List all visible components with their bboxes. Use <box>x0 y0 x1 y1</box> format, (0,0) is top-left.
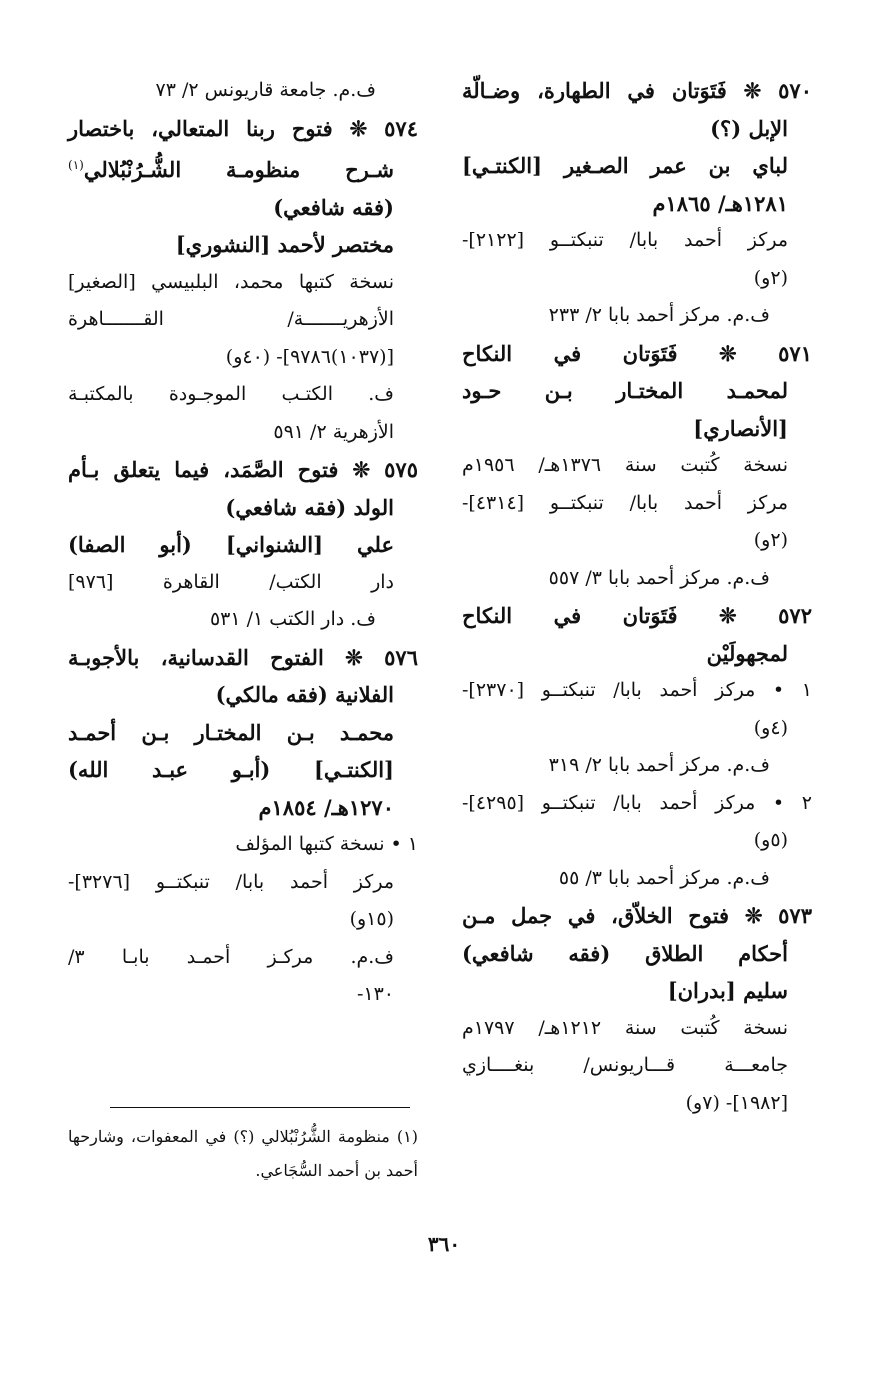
entry-heading-line <box>462 597 812 635</box>
entry-detail-line <box>462 860 812 898</box>
entry-detail-line <box>462 447 812 485</box>
line-text: ١ • مركز أحمد بابا/ تنبكتــو [٢٣٧٠]- <box>462 679 812 701</box>
line-text: شـرح منظومـة الشُّـرُنْبُلالي <box>83 157 394 182</box>
entry-heading-line <box>68 751 418 789</box>
line-text: ٥٧٢ ❊ فَتَوَتان في النكاح <box>462 603 812 628</box>
line-text: ٥٧١ ❊ فَتَوَتان في النكاح <box>462 340 812 366</box>
line-text: [الأنصاري] <box>693 415 788 441</box>
line-text: ٥٧٦ ❊ الفتوح القدسانية، بالأجوبـة <box>68 644 418 670</box>
line-text: ف.م. جامعة قاريونس ٢/ ٧٣ <box>155 79 376 101</box>
entry-detail-line <box>68 864 418 902</box>
line-text: (٥و) <box>753 829 788 851</box>
footnote-line: (١) منظومة الشُّرُنْبُلالي (؟) في المعفوات، وشارحها <box>68 1127 418 1146</box>
line-text: علي [الشنواني] (أبو الصفا) <box>68 532 394 557</box>
entry-detail-line <box>462 560 812 598</box>
line-text: [(١٠٣٧)٩٧٨٦]- (٤٠و) <box>225 345 394 368</box>
line-text: محمـد بـن المختـار بـن أحمـد <box>68 719 394 745</box>
entry-detail-line <box>462 297 812 335</box>
line-text: نسخة كتبها محمد، البلبيسي [الصغير] <box>68 270 394 293</box>
line-text: سليم [بدران] <box>667 978 788 1003</box>
entry-heading-line <box>462 972 812 1010</box>
entry-detail-line <box>462 1085 812 1123</box>
entry-heading-line <box>462 72 812 110</box>
entry-heading-line <box>68 189 418 227</box>
entry-heading-line <box>462 897 812 935</box>
entry-heading-line <box>68 226 418 264</box>
line-text: مختصر لأحمد [النشوري] <box>175 232 394 257</box>
entry-heading-line <box>68 714 418 752</box>
line-text: (٢و) <box>753 529 788 551</box>
right-column <box>462 72 812 1122</box>
entry-heading-line <box>68 451 418 489</box>
entry-heading-line <box>462 147 812 185</box>
entry-heading-line <box>68 147 418 189</box>
entry-heading-line <box>462 935 812 973</box>
line-text: الأزهريـــــــة/ القـــــــاهرة <box>68 308 394 330</box>
entry-detail-line <box>462 822 812 860</box>
footnote <box>68 1120 418 1188</box>
entry-detail-line <box>68 939 418 977</box>
entry-detail-line <box>68 601 418 639</box>
page-number: ٣٦٠ <box>427 1232 461 1256</box>
line-text: ف.م. مركز أحمد بابا ٣/ ٥٥٧ <box>548 566 770 589</box>
line-text: لمحمـد المختـار بـن حـود <box>462 378 788 403</box>
entry-detail-line <box>462 485 812 523</box>
line-text: ٢ • مركز أحمد بابا/ تنبكتــو [٤٢٩٥]- <box>462 791 812 814</box>
line-text: جامعـــة قـــاريونس/ بنغــــازي <box>462 1054 788 1076</box>
line-text: لباي بن عمر الصـغير [الكنتـي] <box>462 153 788 178</box>
entry-detail-line <box>68 976 418 1014</box>
entry-detail-line <box>462 747 812 785</box>
entry-heading-line <box>68 526 418 564</box>
entry-detail-line <box>68 414 418 452</box>
entry-heading-line <box>462 335 812 373</box>
line-text: الفلانية (فقه مالكي) <box>215 682 394 707</box>
line-text: ٥٧٥ ❊ فتوح الصَّمَد، فيما يتعلق بـأم <box>68 457 418 482</box>
line-text: ١٢٧٠هـ/ ١٨٥٤م <box>258 794 394 820</box>
entry-detail-line <box>68 301 418 339</box>
line-text: ٥٧٣ ❊ فتوح الخلاّق، في جمل مـن <box>462 903 812 928</box>
line-text: ١٢٨١هـ/ ١٨٦٥م <box>652 190 788 216</box>
entry-detail-line <box>462 222 812 260</box>
line-text: الأزهرية ٢/ ٥٩١ <box>273 420 394 443</box>
entry-detail-line <box>462 710 812 748</box>
footnote-separator <box>110 1107 410 1108</box>
line-text: (١٥و) <box>349 908 394 930</box>
line-text: ف. دار الكتب ١/ ٥٣١ <box>209 608 376 630</box>
line-text: ١٣٠- <box>356 983 394 1005</box>
entry-heading-line <box>68 789 418 827</box>
line-text: ف.م. مركز أحمد بابا ٢/ ٣١٩ <box>548 754 770 776</box>
entry-detail-line <box>462 1010 812 1048</box>
line-text: (٢و) <box>753 266 788 289</box>
entry-detail-line <box>462 672 812 710</box>
line-text: ١ • نسخة كتبها المؤلف <box>235 833 418 855</box>
line-text: الإبل (؟) <box>710 115 788 141</box>
entry-heading-line <box>462 372 812 410</box>
line-text: ف.م. مركز أحمد بابا ٣/ ٥٥ <box>558 866 770 889</box>
entry-detail-line <box>68 72 418 110</box>
entry-detail-line <box>462 785 812 823</box>
line-text: مركز أحمد بابا/ تنبكتــو [٤٣١٤]- <box>462 491 788 514</box>
entry-heading-line <box>68 489 418 527</box>
entry-detail-line <box>462 522 812 560</box>
entry-heading-line <box>462 110 812 148</box>
line-text: ف.م. مركـز أحمـد بابـا ٣/ <box>68 945 394 968</box>
line-text: ف.م. مركز أحمد بابا ٢/ ٢٣٣ <box>548 304 770 326</box>
entry-heading-line <box>462 635 812 673</box>
entry-detail-line <box>462 1047 812 1085</box>
footnote-reference: (١) <box>68 158 84 172</box>
line-text: ٥٧٤ ❊ فتوح ربنا المتعالي، باختصار <box>68 115 418 141</box>
entry-heading-line <box>462 410 812 448</box>
line-text: نسخة كُتبت سنة ١٣٧٦هـ/ ١٩٥٦م <box>462 454 788 476</box>
entry-detail-line <box>68 564 418 602</box>
line-text: لمجهولَيْن <box>706 640 788 666</box>
entry-detail-line <box>68 376 418 414</box>
line-text: مركز أحمد بابا/ تنبكتــو [٣٢٧٦]- <box>68 870 394 893</box>
line-text: نسخة كُتبت سنة ١٢١٢هـ/ ١٧٩٧م <box>462 1016 788 1039</box>
line-text: [الكنتـي] (أبـو عبـد الله) <box>68 757 394 782</box>
entry-heading-line <box>68 676 418 714</box>
line-text: مركز أحمد بابا/ تنبكتــو [٢١٢٢]- <box>462 229 788 251</box>
line-text: (٤و) <box>753 716 788 739</box>
line-text: [١٩٨٢]- (٧و) <box>685 1091 788 1114</box>
entry-detail-line <box>68 339 418 377</box>
line-text: (فقه شافعي) <box>273 194 394 220</box>
left-column <box>68 72 418 1014</box>
entry-detail-line <box>462 260 812 298</box>
line-text: الولد (فقه شافعي) <box>225 494 394 520</box>
entry-detail-line <box>68 826 418 864</box>
entry-heading-line <box>68 639 418 677</box>
entry-heading-line <box>68 110 418 148</box>
entry-detail-line <box>68 264 418 302</box>
line-text: ف. الكتـب الموجـودة بالمكتبـة <box>68 383 394 405</box>
line-text: دار الكتب/ القاهرة [٩٧٦] <box>68 570 394 593</box>
footnote-line: أحمد بن أحمد السُّجَاعي. <box>255 1161 418 1180</box>
entry-detail-line <box>68 901 418 939</box>
line-text: أحكام الطلاق (فقه شافعي) <box>462 940 788 966</box>
line-text: ٥٧٠ ❊ فَتَوَتان في الطهارة، وضـالّة <box>462 78 812 103</box>
entry-heading-line <box>462 185 812 223</box>
